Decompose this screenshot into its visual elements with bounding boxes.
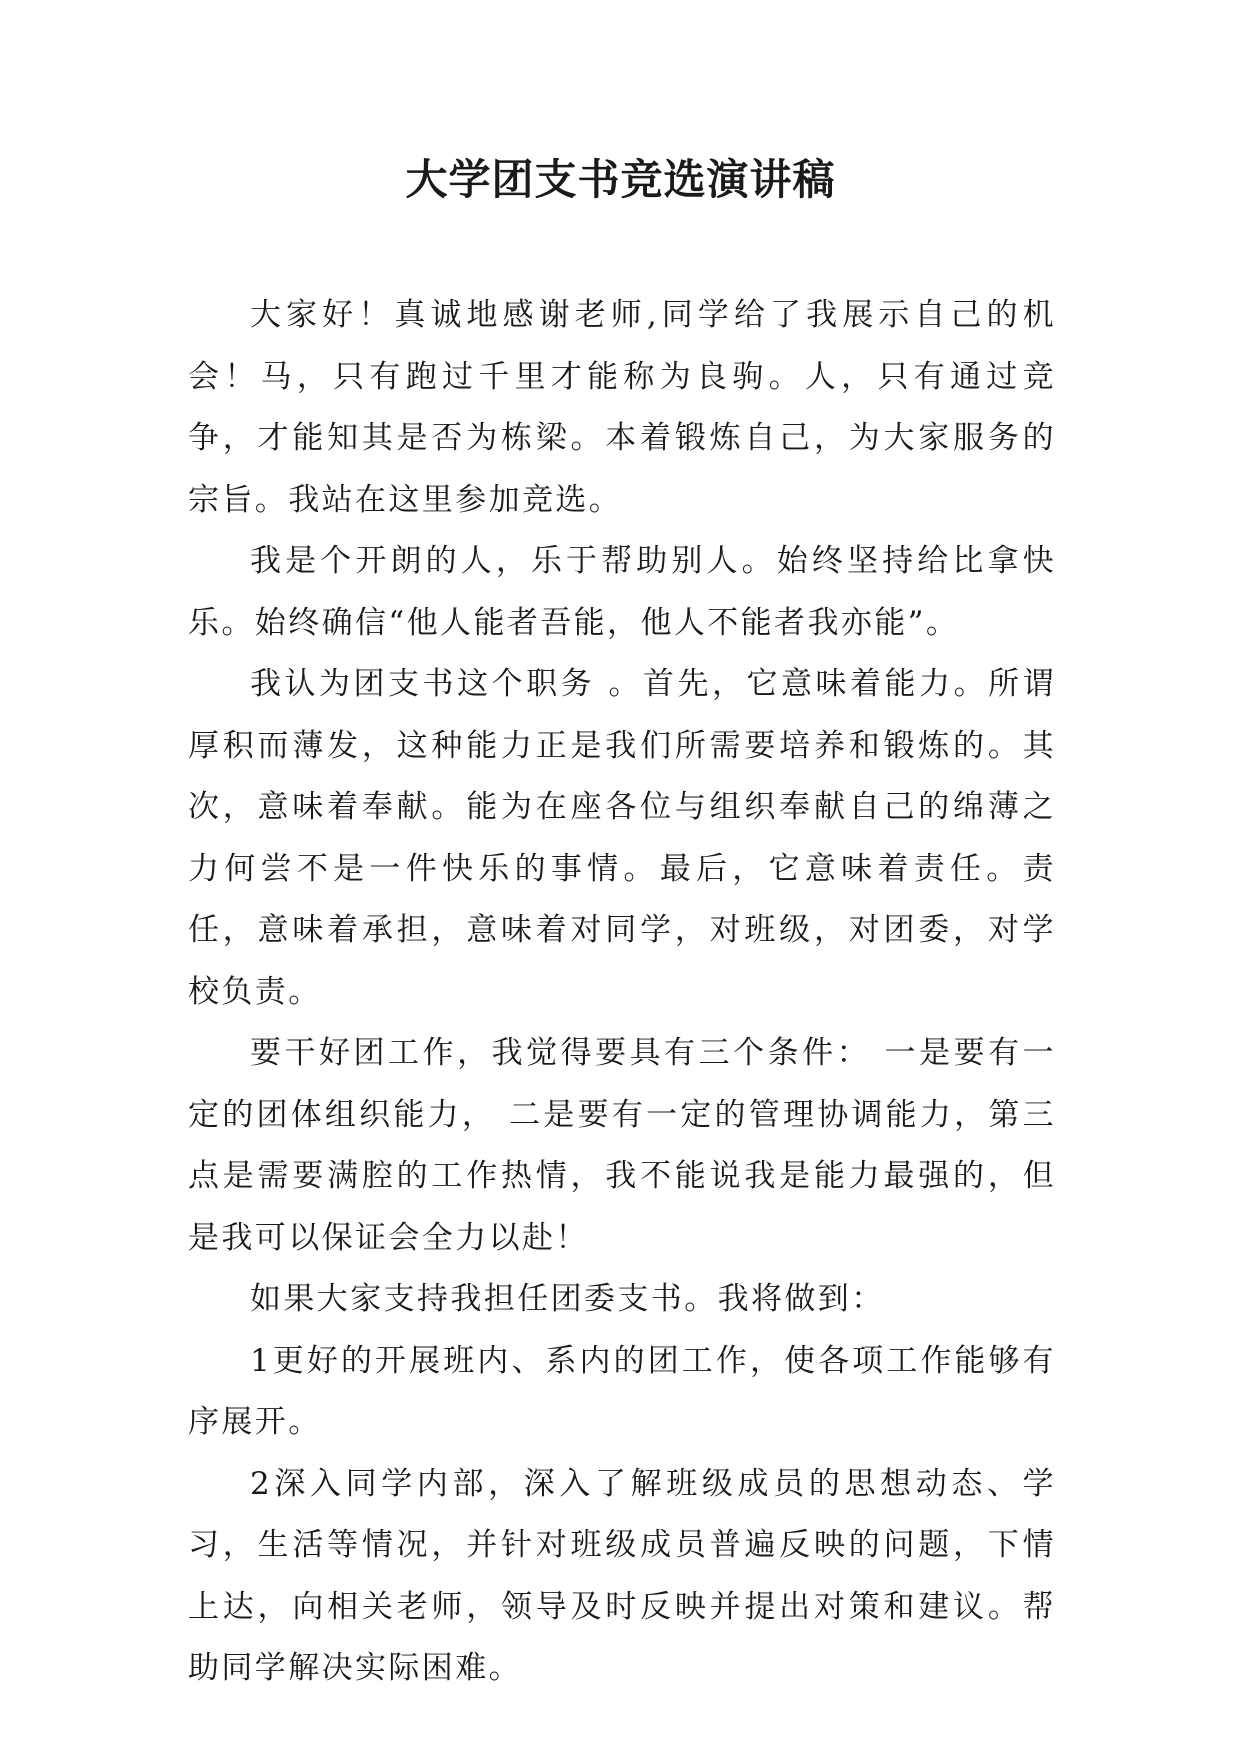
- paragraph-1: 大家好！真诚地感谢老师,同学给了我展示自己的机会！马，只有跑过千里才能称为良驹。人，只有通过竞争，才能知其是否为栋梁。本着锻炼自己，为大家服务的宗旨。我站在这里参加竞选。: [188, 297, 1056, 518]
- paragraph-3: 我认为团支书这个职务 。首先，它意味着能力。所谓厚积而薄发，这种能力正是我们所需要培养和锻炼的。其次，意味着奉献。能为在座各位与组织奉献自己的绵薄之力何尝不是一件快乐的事情。最后，它意味着责任。责任，意味着承担，意味着对同学，对班级，对团委，对学校负责。: [188, 666, 1056, 1010]
- paragraph-2: 我是个开朗的人，乐于帮助别人。始终坚持给比拿快乐。始终确信“他人能者吾能，他人不能者我亦能”。: [188, 543, 1056, 641]
- paragraph-5: 如果大家支持我担任团委支书。我将做到：: [250, 1281, 885, 1317]
- document-title: 大学团支书竞选演讲稿: [405, 155, 836, 204]
- paragraph-7: 2深入同学内部，深入了解班级成员的思想动态、学习，生活等情况，并针对班级成员普遍反映的问题，下情上达，向相关老师，领导及时反映并提出对策和建议。帮助同学解决实际困难。: [188, 1465, 1056, 1686]
- paragraph-4: 要干好团工作，我觉得要具有三个条件： 一是要有一定的团体组织能力， 二是要有一定的管理协调能力，第三点是需要满腔的工作热情，我不能说我是能力最强的，但是我可以保证会全力以赴！: [188, 1035, 1056, 1256]
- document-body: [188, 285, 1056, 1700]
- paragraph-6: 1更好的开展班内、系内的团工作，使各项工作能够有序展开。: [188, 1342, 1056, 1440]
